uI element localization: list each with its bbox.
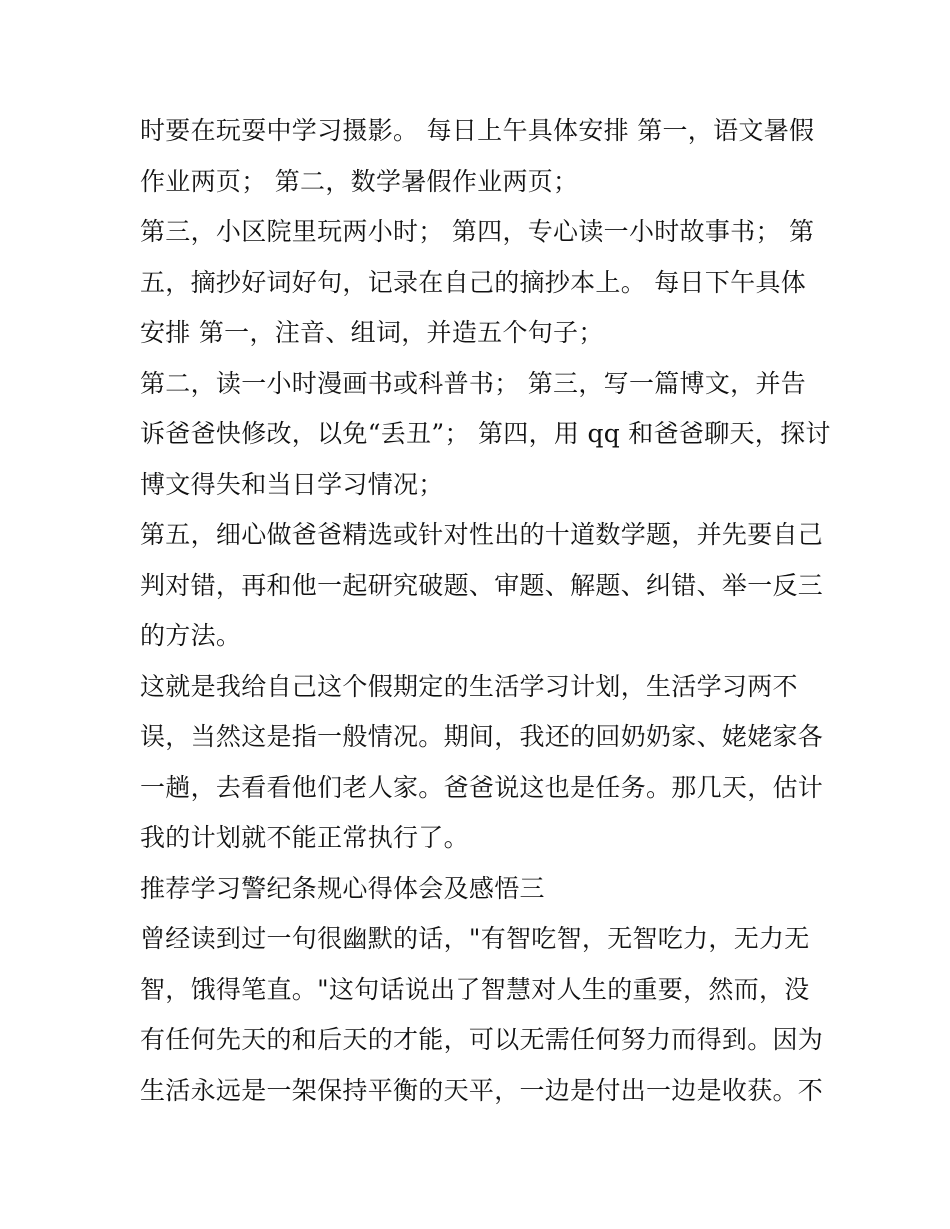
text-line: 生活永远是一架保持平衡的天平，一边是付出一边是收获。不 — [140, 1075, 824, 1105]
text-line: 安排 第一，注音、组词，并造五个句子； — [140, 318, 604, 347]
section-heading: 推荐学习警纪条规心得体会及感悟三 — [140, 873, 545, 903]
text-line: 第二，读一小时漫画书或科普书； 第三，写一篇博文，并告 — [140, 368, 807, 398]
text-line: 五，摘抄好词好句，记录在自己的摘抄本上。 每日下午具体 — [140, 267, 807, 297]
text-line: 误，当然这是指一般情况。期间，我还的回奶奶家、姥姥家各 — [140, 722, 824, 751]
text-line: 判对错，再和他一起研究破题、审题、解题、纠错、举一反三 — [140, 570, 824, 600]
text-line: 第三，小区院里玩两小时； 第四，专心读一小时故事书； 第 — [140, 217, 815, 246]
text-line: 有任何先天的和后天的才能，可以无需任何努力而得到。因为 — [140, 1025, 824, 1054]
text-line: 时要在玩耍中学习摄影。 每日上午具体安排 第一，语文暑假 — [140, 116, 815, 145]
text-line: 的方法。 — [140, 621, 242, 650]
text-line: 诉爸爸快修改，以免“丢丑”； 第四，用 qq 和爸爸聊天，探讨 — [140, 419, 831, 448]
text-line: 第五，细心做爸爸精选或针对性出的十道数学题，并先要自己 — [140, 520, 824, 549]
text-line: 智，饿得笔直。"这句话说出了智慧对人生的重要，然而，没 — [140, 974, 810, 1004]
text-line: 一趟，去看看他们老人家。爸爸说这也是任务。那几天，估计 — [140, 772, 824, 802]
document-text-body — [140, 106, 830, 1116]
text-line: 我的计划就不能正常执行了。 — [140, 823, 469, 852]
text-line: 这就是我给自己这个假期定的生活学习计划，生活学习两不 — [140, 671, 798, 701]
text-line: 作业两页； 第二，数学暑假作业两页； — [140, 166, 579, 196]
text-line: 曾经读到过一句很幽默的话，"有智吃智，无智吃力，无力无 — [140, 924, 810, 953]
text-line: 博文得失和当日学习情况； — [140, 469, 444, 499]
